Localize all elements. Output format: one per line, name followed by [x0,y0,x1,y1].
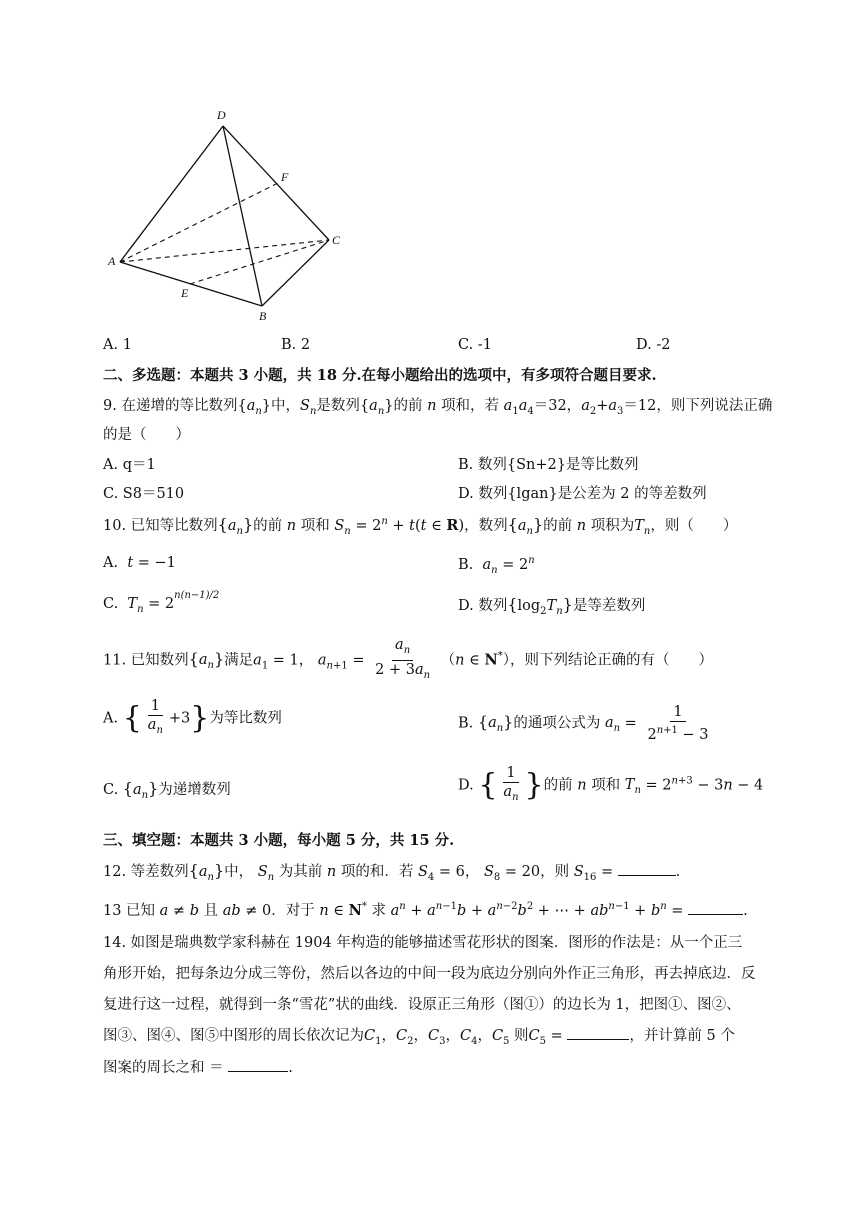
q11-option-c[interactable]: C. $\{a_n\}$为递增数列 [103,779,231,801]
q9-option-b[interactable]: B. 数列{Sn+2}是等比数列 [458,457,639,473]
q14-sum-answer-blank[interactable] [228,1057,288,1072]
q9-option-c[interactable]: C. S8＝510 [103,486,185,502]
edge-AC-dashed [120,240,329,262]
section3-header: 三、填空题：本题共 3 小题，每小题 5 分，共 15 分. [103,832,455,849]
q9-stem: 9. 在递增的等比数列$\{a_n\}$中，$S_n$是数列$\{a_n\}$的前 n 项和，若 $a_1a_4=32$，$a_2+a_3=12$，则下列说法正确 [103,398,773,417]
q8-option-c[interactable]: C. -1 [458,337,492,353]
q13-answer-blank[interactable] [688,900,743,915]
segment-EC-dashed [190,240,329,284]
q14-line1: 14. 如图是瑞典数学家科赫在 1904 年构造的能够描述雪花形状的图案．图形的作法是：从一个正三 [103,935,743,951]
q14-line5: 图案的周长之和 ＝ . [103,1056,293,1077]
q10-stem: 10. 已知等比数列$\{a_n\}$的前 n 项和 $S_n = 2^n + t(t$ ∈ R)，数列$\{a_n\}$的前 n 项积为$T_n$，则（ ） [103,515,738,537]
q11-stem: 11. 已知数列$\{a_n\}$满足$a_1 = 1$， $a_{n+1}$ = $\frac{a_n}{2 + 3a_n}$ （n ∈ N*），则下列结论正确的有（ ） [103,637,713,681]
q9-option-d[interactable]: D. 数列{lgan}是公差为 2 的等差数列 [458,486,707,502]
segment-AF-dashed [120,183,278,262]
q14-line2: 角形开始，把每条边分成三等份，然后以各边的中间一段为底边分别向外作正三角形，再去掉底边．反 [103,966,756,982]
q12-stem: 12. 等差数列$\{a_n\}$中， $S_n$ 为其前 n 项的和．若 $S_4 = 6$， $S_8 = 20$，则 $S_{16}$ = ． [103,861,691,883]
q9-stem-line2: 的是（ ） [103,427,190,443]
tetrahedron-figure [100,100,360,325]
q8-option-b[interactable]: B. 2 [281,337,311,353]
label-D: D [217,108,226,122]
q8-option-a[interactable]: A. 1 [103,337,132,353]
edge-DB [223,126,262,306]
q12-answer-blank[interactable] [618,861,676,876]
q11-option-d[interactable]: D. { $\frac{1}{a_n}$ }的前 n 项和 $T_n = 2^{n+3} - 3n - 4$ [458,765,764,803]
q11-option-a[interactable]: A. { $\frac{1}{a_n}$ +3}为等比数列 [103,698,282,736]
q11-option-b[interactable]: B. $\{a_n\}$的通项公式为 $a_n$ = $\frac{1}{2^{n+1} - 3}$ [458,704,709,743]
q8-option-d[interactable]: D. -2 [636,337,671,353]
label-A: A [108,254,116,268]
label-E: E [181,286,189,300]
edge-DC [223,126,329,240]
q10-option-a[interactable]: A. t = −1 [103,555,176,571]
q14-line3: 复进行这一过程，就得到一条“雪花”状的曲线．设原正三角形（图①）的边长为 1，把图①、图②、 [103,997,741,1013]
label-B: B [259,309,267,323]
label-F: F [281,170,289,184]
q9-option-a[interactable]: A. q＝1 [103,457,156,473]
q14-line4: 图③、图④、图⑤中图形的周长依次记为$C_1$，$C_2$，$C_3$，$C_4$，$C_5$ 则$C_5$ = ，并计算前 5 个 [103,1024,735,1047]
label-C: C [332,233,341,247]
q10-option-c[interactable]: C. $T_n = 2^{n(n-1)/2}$ [103,590,220,615]
edge-AD [120,126,223,262]
section2-header: 二、多选题：本题共 3 小题，共 18 分.在每小题给出的选项中，有多项符合题目要求. [103,367,657,384]
q10-option-b[interactable]: B. $a_n = 2^n$ [458,555,535,576]
q10-option-d[interactable]: D. 数列$\{\log_2T_n\}$是等差数列 [458,595,646,617]
edge-BC [262,240,329,306]
q14-c5-answer-blank[interactable] [567,1025,629,1040]
q13-stem: 13 已知 a ≠ b 且 ab ≠ 0．对于 n ∈ N* 求 $a^n + a^{n-1}b + a^{n-2}b^2$ + ⋯ + $ab^{n-1} + b^n$ = . [103,901,748,919]
